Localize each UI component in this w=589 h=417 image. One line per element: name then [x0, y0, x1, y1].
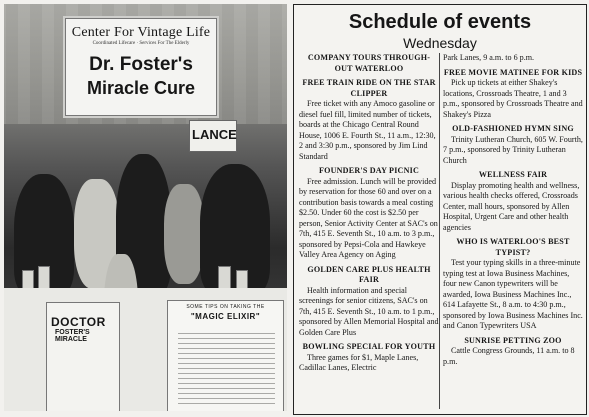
- event-heading: FOUNDER'S DAY PICNIC: [318, 166, 420, 175]
- event-body: Free admission. Lunch will be provided by reservation for those 60 and over on a contribution basis towards a meal costing $2.50. Under 60 the cost is $2.50 per person, Senior Activity Center at SAC's on 7th, 415 E. Seventh St., 10 a.m. to 3 p.m., sponsored by Pepsi-Cola and Hawkeye Valley Area Agency on Aging: [299, 176, 438, 259]
- event: [299, 265, 439, 339]
- event-heading: COMPANY TOURS THROUGH-OUT WATERLOO: [307, 53, 431, 73]
- event: [299, 166, 439, 261]
- sign-line-2: Miracle Cure: [86, 78, 196, 98]
- column-divider: [439, 53, 440, 409]
- event-heading: WHO IS WATERLOO'S BEST TYPIST?: [456, 237, 570, 257]
- event: [443, 336, 583, 368]
- poster-right-line-2: "MAGIC ELIXIR": [190, 312, 261, 321]
- event-body: Trinity Lutheran Church, 605 W. Fourth, 7 p.m., sponsored by Trinity Lutheran Church: [443, 134, 583, 165]
- event: [443, 237, 583, 332]
- stand-sign: [189, 120, 237, 152]
- event: [443, 124, 583, 166]
- event-heading: FREE TRAIN RIDE ON THE STAR CLIPPER: [302, 78, 436, 98]
- event-body: Free ticket with any Amoco gasoline or diesel fuel fill, limited number of tickets, boards at the Chicago Central Round House, 1006 E. Fourth St., 11 a.m., 12:30, 2 and 3:30 p.m., sponsored by Jim Lind Standard: [299, 99, 436, 161]
- sign-line-1: Dr. Foster's: [89, 54, 193, 75]
- event-heading: SUNRISE PETTING ZOO: [464, 335, 562, 345]
- poster-right-fine-print: [178, 329, 275, 405]
- event: [299, 78, 439, 162]
- schedule-day: Wednesday: [403, 35, 477, 51]
- crowd-figure: [164, 184, 204, 284]
- event-heading: GOLDEN CARE PLUS HEALTH FAIR: [307, 264, 431, 284]
- schedule-column-left: [299, 53, 439, 378]
- poster-left: [46, 302, 120, 411]
- event-body: Test your typing skills in a three-minute typing test at Iowa Business Machines, four new Canon typewriters will be awarded, Iowa Business Machines Inc., 614 Lafayette St., 8 a.m. to 4:30 p.m., sponsored by Iowa Business Machines Inc. and Canon Typewriters USA: [443, 258, 583, 330]
- stand-sign-text: LANCE: [192, 127, 237, 142]
- event: [443, 53, 583, 64]
- event-body: Three games for $1, Maple Lanes, Cadillac Lanes, Electric: [299, 352, 419, 372]
- poster-right-line-1: SOME TIPS ON TAKING THE: [186, 304, 265, 310]
- crowd-figure: [200, 164, 270, 294]
- event-body-continued: Park Lanes, 9 a.m. to 6 p.m.: [443, 53, 535, 62]
- event: [443, 68, 583, 121]
- event-heading: WELLNESS FAIR: [478, 170, 548, 179]
- poster-left-line-1: DOCTOR: [51, 315, 106, 329]
- event-heading: FREE MOVIE MATINEE FOR KIDS: [443, 67, 583, 77]
- sign-subtitle: Coordinated Lifecare · Services For The Elderly: [92, 41, 190, 46]
- schedule-column-right: [443, 53, 583, 371]
- event-body: Display promoting health and wellness, various health checks offered, Crossroads Center, mall hours, sponsored by Allen Hospital, Urgent Care and other health agencies: [443, 180, 580, 232]
- event-body: Health information and special screenings for senior citizens, SAC's on 7th, 415 E. Seventh St., 10 a.m. to 1 p.m., sponsored by Allen Memorial Hospital and Golden Care Plus: [299, 285, 439, 337]
- event-heading: OLD-FASHIONED HYMN SING: [452, 124, 574, 133]
- newspaper-photo: [4, 4, 287, 411]
- schedule-title: Schedule of events: [348, 11, 532, 33]
- event: [299, 342, 439, 374]
- event-heading: BOWLING SPECIAL FOR YOUTH: [302, 342, 436, 351]
- sign-brand: Center For Vintage Life: [71, 25, 211, 40]
- schedule-box: [293, 4, 587, 415]
- event-body: Cattle Congress Grounds, 11 a.m. to 8 p.m.: [443, 346, 575, 366]
- booth-sign: [65, 18, 217, 116]
- event: [299, 53, 439, 74]
- event: [443, 170, 583, 233]
- poster-left-line-2: FOSTER'S MIRACLE: [55, 329, 90, 343]
- event-body: Pick up tickets at either Shakey's locations, Crossroads Theatre, 1 and 3 p.m., sponsored by Crossroads Theatre and Shakey's Pizza: [443, 78, 583, 119]
- poster-right: [167, 300, 284, 411]
